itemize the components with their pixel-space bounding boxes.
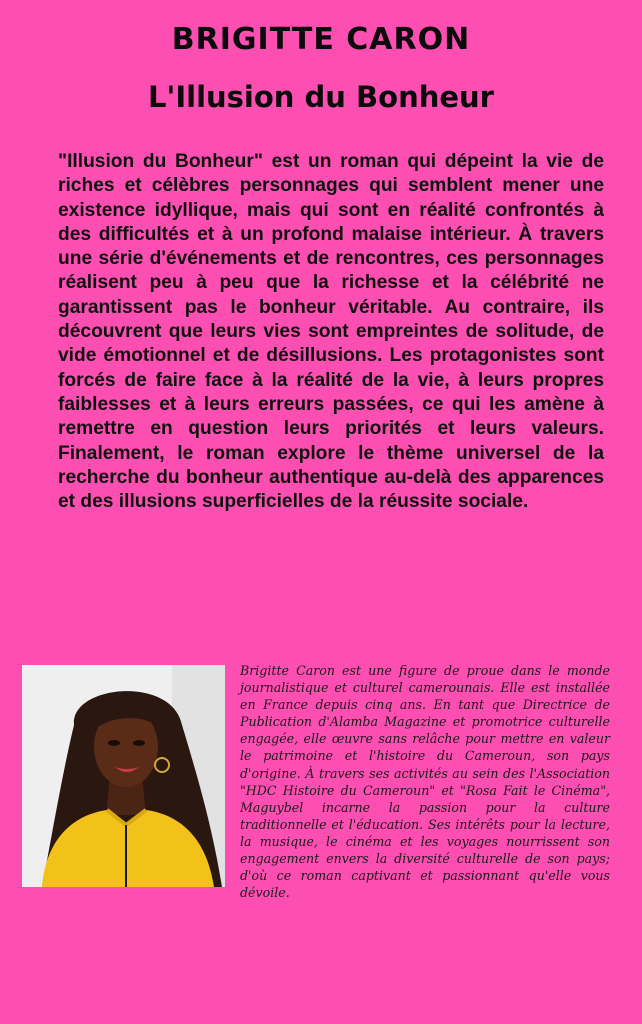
author-photo [22,665,225,887]
book-title: L'Illusion du Bonheur [148,80,494,114]
synopsis-text: "Illusion du Bonheur" est un roman qui dépeint la vie de riches et célèbres personnages qui semblent mener une existence idyllique, mais qui sont en réalité confrontés à des difficultés et à un profond malaise intérieur. À travers une série d'événements et de rencontres, ces personnages réalisent peu à peu que la richesse et la célébrité ne garantissent pas le bonheur véritable. Au contraire, ils découvrent que leurs vies sont empreintes de solitude, de vide émotionnel et de désillusions. Les protagonistes sont forcés de faire face à la réalité de la vie, à leurs propres faiblesses et à leurs erreurs passées, ce qui les amène à remettre en question leurs priorités et leurs valeurs. Finalement, le roman explore le thème universel de la recherche du bonheur authentique au-delà des apparences et des illusions superficielles de la réussite sociale. [58,151,604,513]
author-name: BRIGITTE CARON [171,22,471,57]
author-biography: Brigitte Caron est une figure de proue dans le monde journalistique et culturel camerounais. Elle est installée en France depuis cinq ans. En tant que Directrice de Publication d'Alamba Magazine et promotrice culturelle engagée, elle œuvre sans relâche pour mettre en valeur le patrimoine et l'histoire du Cameroun, son pays d'origine. À travers ses activités au sein des l'Association "HDC Histoire du Cameroun" et "Rosa Fait le Cinéma", Maguybel incarne la passion pour la culture traditionnelle et l'éducation. Ses intérêts pour la lecture, la musique, le cinéma et les voyages nourrissent son engagement envers la diversité culturelle de son pays; d'où ce roman captivant et passionnant qu'elle vous dévoile. [240,663,610,901]
